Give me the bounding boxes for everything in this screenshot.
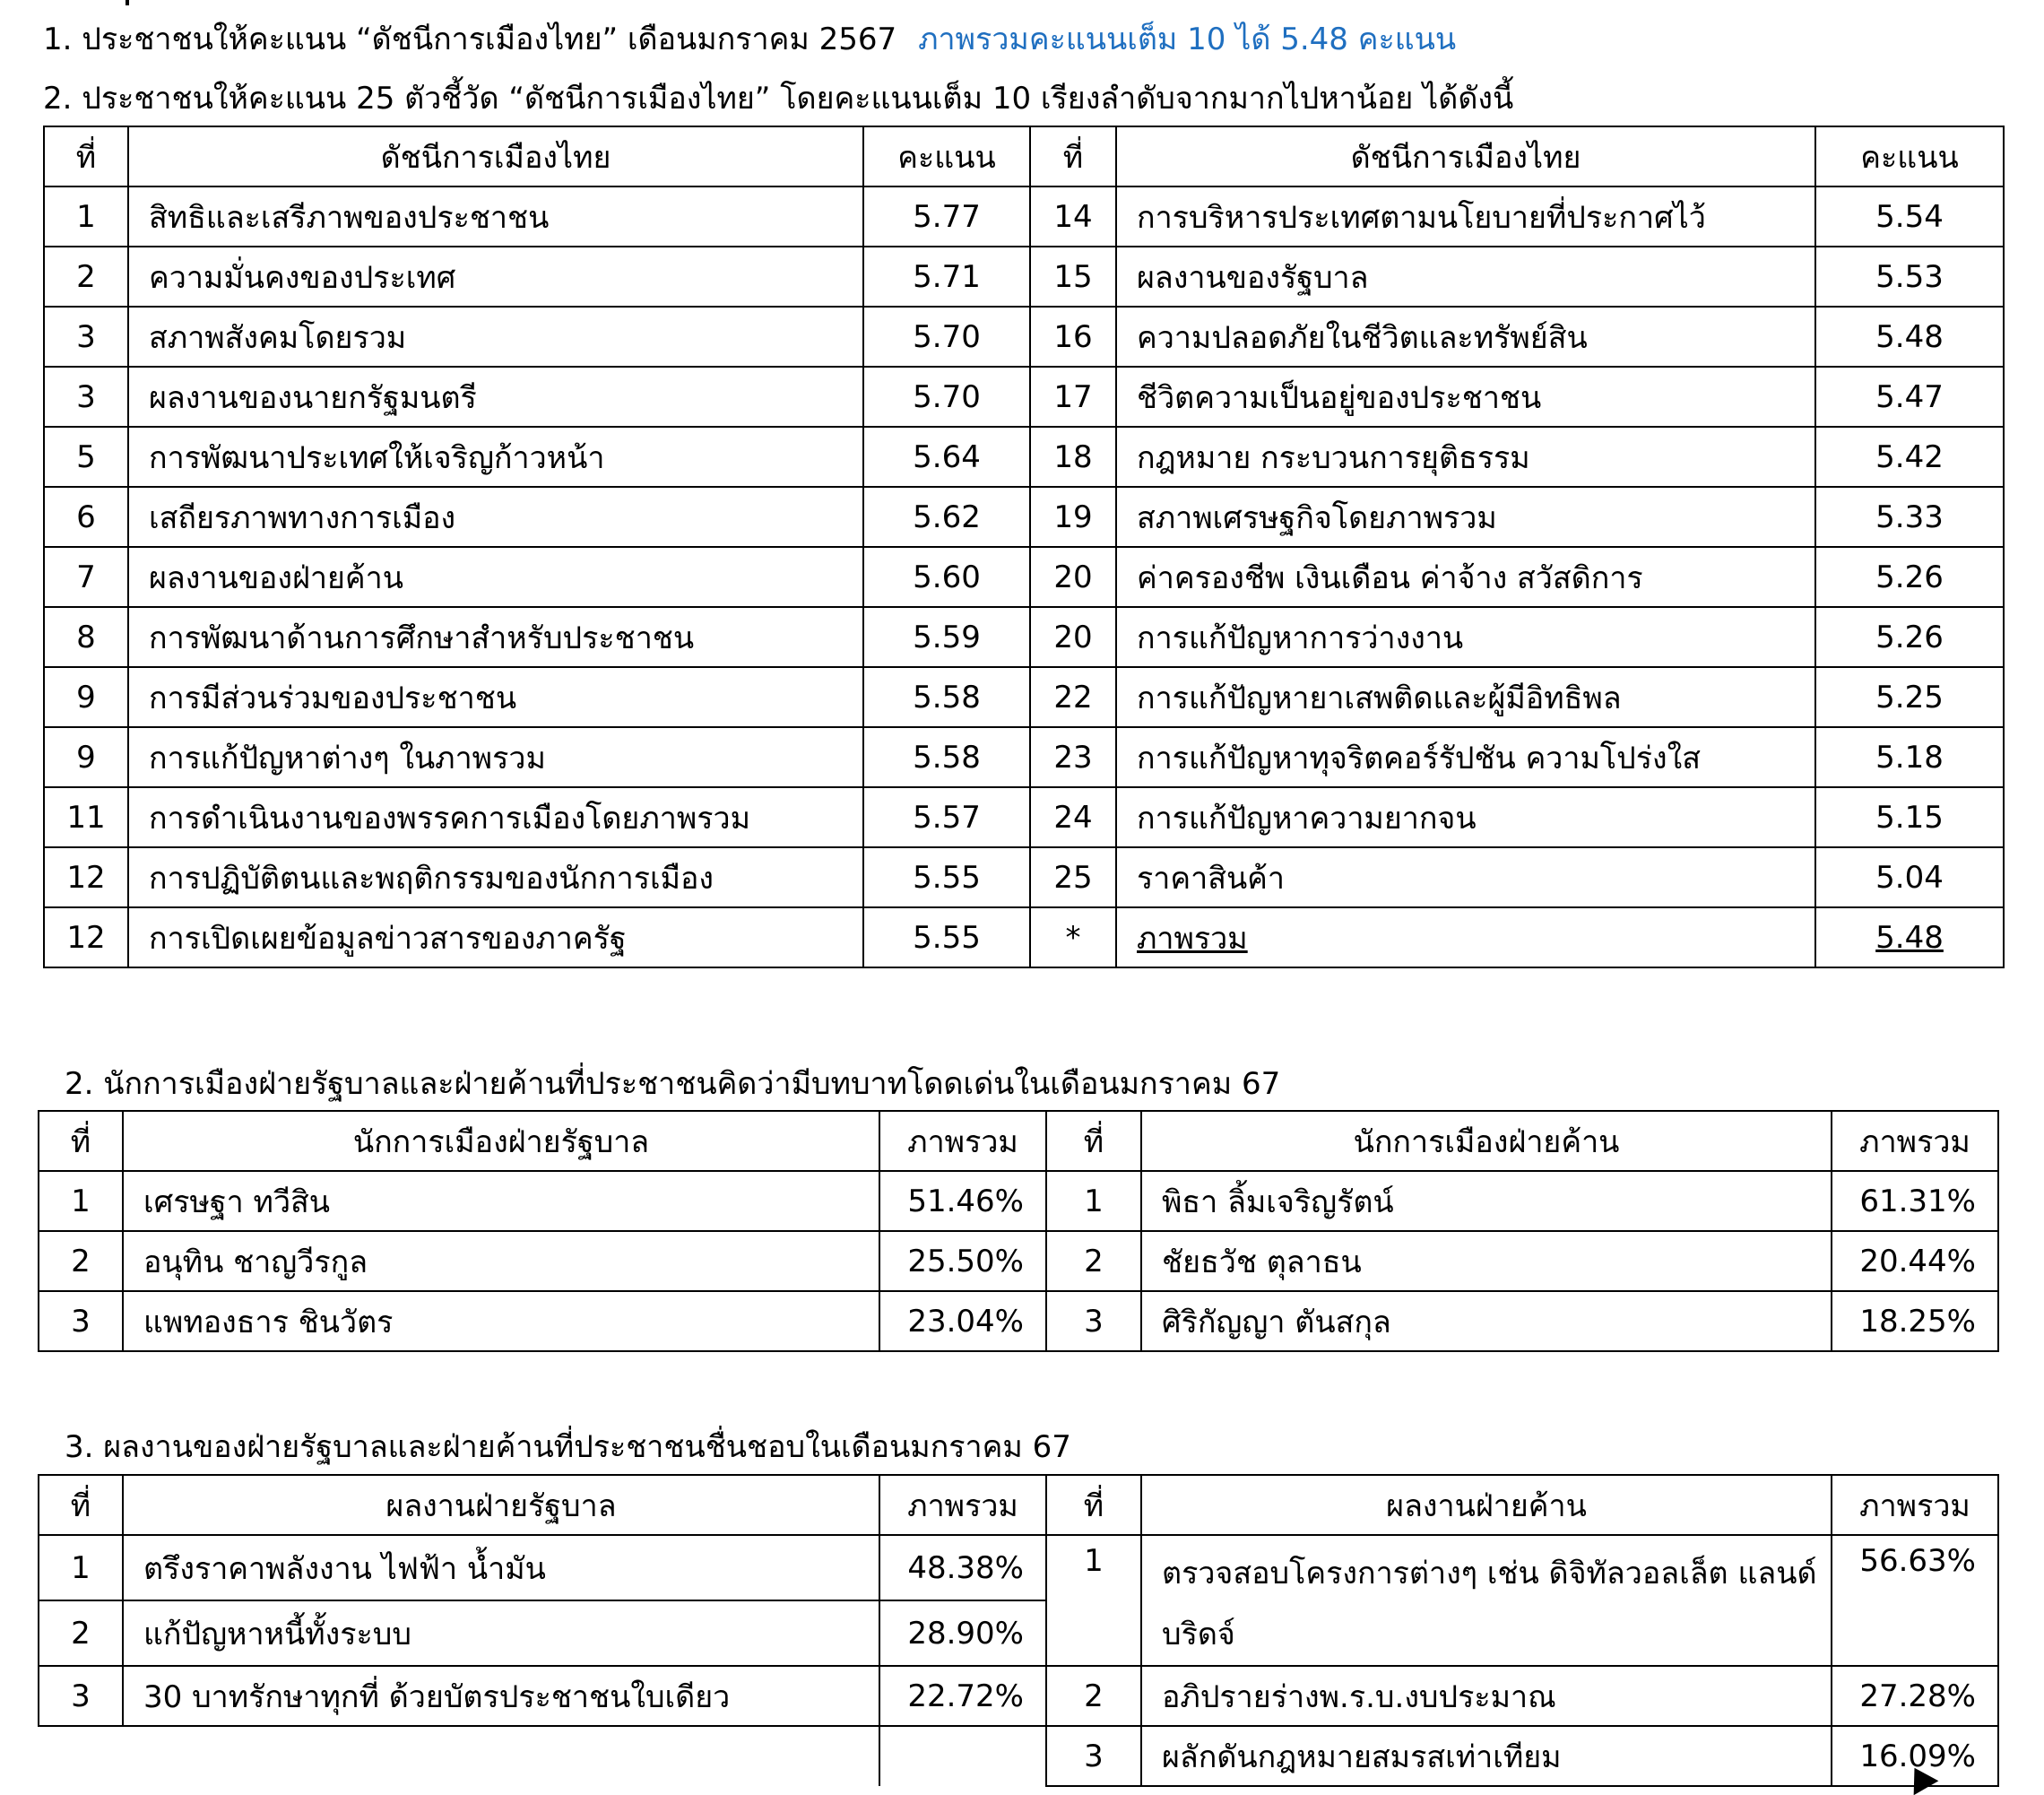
header-no-2: ที่ xyxy=(1030,126,1116,186)
score: 5.58 xyxy=(863,667,1030,727)
index-name: การแก้ปัญหาความยากจน xyxy=(1116,787,1815,847)
top-edge-mark xyxy=(126,0,129,5)
header-no: ที่ xyxy=(39,1475,123,1535)
header-opp-politician: นักการเมืองฝ่ายค้าน xyxy=(1141,1111,1832,1171)
opp-no: 1 xyxy=(1046,1535,1141,1666)
gov-performance: 30 บาทรักษาทุกที่ ด้วยบัตรประชาชนใบเดียว xyxy=(123,1666,879,1726)
rank: * xyxy=(1030,907,1116,967)
index-name: สภาพสังคมโดยรวม xyxy=(128,307,863,367)
score: 5.57 xyxy=(863,787,1030,847)
table-row xyxy=(39,1171,1998,1231)
rank: 22 xyxy=(1030,667,1116,727)
header-no-2: ที่ xyxy=(1046,1475,1141,1535)
header-score-2: คะแนน xyxy=(1815,126,2004,186)
gov-politician: อนุทิน ชาญวีรกูล xyxy=(123,1231,879,1291)
gov-pct: 51.46% xyxy=(879,1171,1046,1231)
gov-politician: เศรษฐา ทวีสิน xyxy=(123,1171,879,1231)
opp-pct: 16.09% xyxy=(1832,1726,1998,1786)
opp-pct: 18.25% xyxy=(1832,1291,1998,1351)
header-overall: ภาพรวม xyxy=(879,1475,1046,1535)
rank: 24 xyxy=(1030,787,1116,847)
table-row xyxy=(39,1535,1998,1600)
table-row xyxy=(39,1726,1998,1786)
header-no: ที่ xyxy=(44,126,128,186)
gov-pct: 28.90% xyxy=(879,1600,1046,1666)
table-row xyxy=(44,727,2004,787)
score: 5.47 xyxy=(1815,367,2004,427)
summary-text: 1. ประชาชนให้คะแนน “ดัชนีการเมืองไทย” เดือนมกราคม 2567 xyxy=(43,22,897,57)
rank: 2 xyxy=(1046,1231,1141,1291)
summary-line xyxy=(43,18,1456,61)
table-row xyxy=(44,607,2004,667)
opp-pct: 61.31% xyxy=(1832,1171,1998,1231)
table-row xyxy=(44,247,2004,307)
index-table-header xyxy=(44,126,2004,186)
opp-pct: 20.44% xyxy=(1832,1231,1998,1291)
table-row xyxy=(39,1231,1998,1291)
index-name: ชีวิตความเป็นอยู่ของประชาชน xyxy=(1116,367,1815,427)
index-name: การดำเนินงานของพรรคการเมืองโดยภาพรวม xyxy=(128,787,863,847)
rank: 8 xyxy=(44,607,128,667)
rank: 11 xyxy=(44,787,128,847)
score: 5.60 xyxy=(863,547,1030,607)
table-row xyxy=(44,367,2004,427)
rank: 9 xyxy=(44,727,128,787)
rank: 2 xyxy=(39,1231,123,1291)
rank: 3 xyxy=(1046,1291,1141,1351)
politicians-title: 2. นักการเมืองฝ่ายรัฐบาลและฝ่ายค้านที่ประชาชนคิดว่ามีบทบาทโดดเด่นในเดือนมกราคม 67 xyxy=(65,1066,1281,1102)
header-score: คะแนน xyxy=(863,126,1030,186)
rank: 3 xyxy=(44,307,128,367)
opp-pct: 27.28% xyxy=(1832,1666,1998,1726)
gov-politician: แพทองธาร ชินวัตร xyxy=(123,1291,879,1351)
gov-performance: ตรึงราคาพลังงาน ไฟฟ้า น้ำมัน xyxy=(123,1535,879,1600)
table-row xyxy=(44,487,2004,547)
opp-no: 3 xyxy=(1046,1726,1141,1786)
index-name: ค่าครองชีพ เงินเดือน ค่าจ้าง สวัสดิการ xyxy=(1116,547,1815,607)
index-name: การแก้ปัญหาทุจริตคอร์รัปชัน ความโปร่งใส xyxy=(1116,727,1815,787)
table-row xyxy=(44,787,2004,847)
rank: 3 xyxy=(44,367,128,427)
performance-table xyxy=(38,1474,1999,1787)
opp-performance: ตรวจสอบโครงการต่างๆ เช่น ดิจิทัลวอลเล็ต แลนด์บริดจ์ xyxy=(1141,1535,1832,1666)
index-name: การเปิดเผยข้อมูลข่าวสารของภาครัฐ xyxy=(128,907,863,967)
performance-title: 3. ผลงานของฝ่ายรัฐบาลและฝ่ายค้านที่ประชาชนชื่นชอบในเดือนมกราคม 67 xyxy=(65,1429,1071,1465)
score: 5.58 xyxy=(863,727,1030,787)
index-name: ความปลอดภัยในชีวิตและทรัพย์สิน xyxy=(1116,307,1815,367)
opp-politician: พิธา ลิ้มเจริญรัตน์ xyxy=(1141,1171,1832,1231)
gov-no: 3 xyxy=(39,1666,123,1726)
score: 5.53 xyxy=(1815,247,2004,307)
header-no-2: ที่ xyxy=(1046,1111,1141,1171)
header-index-2: ดัชนีการเมืองไทย xyxy=(1116,126,1815,186)
score: 5.25 xyxy=(1815,667,2004,727)
table-row xyxy=(44,427,2004,487)
header-overall-2: ภาพรวม xyxy=(1832,1111,1998,1171)
performance-table-header xyxy=(39,1475,1998,1535)
score: 5.26 xyxy=(1815,547,2004,607)
score: 5.42 xyxy=(1815,427,2004,487)
gov-pct: 22.72% xyxy=(879,1666,1046,1726)
opp-pct: 56.63% xyxy=(1832,1535,1998,1666)
index-name: ผลงานของฝ่ายค้าน xyxy=(128,547,863,607)
rank: 16 xyxy=(1030,307,1116,367)
rank: 5 xyxy=(44,427,128,487)
opp-politician: ศิริกัญญา ตันสกุล xyxy=(1141,1291,1832,1351)
score: 5.54 xyxy=(1815,186,2004,247)
header-index: ดัชนีการเมืองไทย xyxy=(128,126,863,186)
table-row xyxy=(39,1291,1998,1351)
opp-performance: อภิปรายร่างพ.ร.บ.งบประมาณ xyxy=(1141,1666,1832,1726)
opp-politician: ชัยธวัช ตุลาธน xyxy=(1141,1231,1832,1291)
table-row xyxy=(44,907,2004,967)
score: 5.77 xyxy=(863,186,1030,247)
index-name: ภาพรวม xyxy=(1116,907,1815,967)
table-row xyxy=(39,1666,1998,1726)
rank: 23 xyxy=(1030,727,1116,787)
rank: 18 xyxy=(1030,427,1116,487)
empty-cell xyxy=(879,1726,1046,1786)
rank: 19 xyxy=(1030,487,1116,547)
rank: 2 xyxy=(44,247,128,307)
rank: 1 xyxy=(1046,1171,1141,1231)
score: 5.64 xyxy=(863,427,1030,487)
score: 5.33 xyxy=(1815,487,2004,547)
index-table xyxy=(43,126,2005,968)
gov-no: 1 xyxy=(39,1535,123,1600)
index-name: ผลงานของนายกรัฐมนตรี xyxy=(128,367,863,427)
index-name: การแก้ปัญหาต่างๆ ในภาพรวม xyxy=(128,727,863,787)
indicators-intro: 2. ประชาชนให้คะแนน 25 ตัวชี้วัด “ดัชนีการเมืองไทย” โดยคะแนนเต็ม 10 เรียงลำดับจากมากไปหาน้อย ได้ดังนี้ xyxy=(43,81,1514,117)
index-name: การปฏิบัติตนและพฤติกรรมของนักการเมือง xyxy=(128,847,863,907)
score: 5.71 xyxy=(863,247,1030,307)
index-name: เสถียรภาพทางการเมือง xyxy=(128,487,863,547)
score: 5.70 xyxy=(863,367,1030,427)
score: 5.26 xyxy=(1815,607,2004,667)
score: 5.15 xyxy=(1815,787,2004,847)
rank: 14 xyxy=(1030,186,1116,247)
score: 5.55 xyxy=(863,907,1030,967)
table-row xyxy=(44,547,2004,607)
score: 5.48 xyxy=(1815,907,2004,967)
score: 5.04 xyxy=(1815,847,2004,907)
rank: 1 xyxy=(39,1171,123,1231)
index-name: การพัฒนาด้านการศึกษาสำหรับประชาชน xyxy=(128,607,863,667)
opp-no: 2 xyxy=(1046,1666,1141,1726)
politicians-table-header xyxy=(39,1111,1998,1171)
index-name: การแก้ปัญหายาเสพติดและผู้มีอิทธิพล xyxy=(1116,667,1815,727)
rank: 20 xyxy=(1030,547,1116,607)
header-gov-politician: นักการเมืองฝ่ายรัฐบาล xyxy=(123,1111,879,1171)
gov-pct: 48.38% xyxy=(879,1535,1046,1600)
rank: 12 xyxy=(44,907,128,967)
gov-performance: แก้ปัญหาหนี้ทั้งระบบ xyxy=(123,1600,879,1666)
index-name: กฎหมาย กระบวนการยุติธรรม xyxy=(1116,427,1815,487)
empty-cell xyxy=(123,1726,879,1786)
score: 5.59 xyxy=(863,607,1030,667)
index-name: สิทธิและเสรีภาพของประชาชน xyxy=(128,186,863,247)
table-row xyxy=(44,847,2004,907)
score: 5.55 xyxy=(863,847,1030,907)
rank: 17 xyxy=(1030,367,1116,427)
index-name: การพัฒนาประเทศให้เจริญก้าวหน้า xyxy=(128,427,863,487)
index-name: การมีส่วนร่วมของประชาชน xyxy=(128,667,863,727)
rank: 7 xyxy=(44,547,128,607)
index-name: ราคาสินค้า xyxy=(1116,847,1815,907)
opp-performance: ผลักดันกฎหมายสมรสเท่าเทียม xyxy=(1141,1726,1832,1786)
score: 5.48 xyxy=(1815,307,2004,367)
rank: 25 xyxy=(1030,847,1116,907)
header-overall: ภาพรวม xyxy=(879,1111,1046,1171)
index-name: การแก้ปัญหาการว่างงาน xyxy=(1116,607,1815,667)
rank: 12 xyxy=(44,847,128,907)
score: 5.70 xyxy=(863,307,1030,367)
empty-cell xyxy=(39,1726,123,1786)
rank: 6 xyxy=(44,487,128,547)
table-row xyxy=(44,186,2004,247)
score: 5.62 xyxy=(863,487,1030,547)
index-name: การบริหารประเทศตามนโยบายที่ประกาศไว้ xyxy=(1116,186,1815,247)
summary-highlight: ภาพรวมคะแนนเต็ม 10 ได้ 5.48 คะแนน xyxy=(918,22,1457,57)
rank: 9 xyxy=(44,667,128,727)
header-overall-2: ภาพรวม xyxy=(1832,1475,1998,1535)
gov-no: 2 xyxy=(39,1600,123,1666)
index-name: สภาพเศรษฐกิจโดยภาพรวม xyxy=(1116,487,1815,547)
table-row xyxy=(44,307,2004,367)
gov-pct: 23.04% xyxy=(879,1291,1046,1351)
header-gov-performance: ผลงานฝ่ายรัฐบาล xyxy=(123,1475,879,1535)
index-name: ผลงานของรัฐบาล xyxy=(1116,247,1815,307)
rank: 20 xyxy=(1030,607,1116,667)
politicians-table xyxy=(38,1110,1999,1352)
header-no: ที่ xyxy=(39,1111,123,1171)
rank: 15 xyxy=(1030,247,1116,307)
score: 5.18 xyxy=(1815,727,2004,787)
table-row xyxy=(44,667,2004,727)
rank: 3 xyxy=(39,1291,123,1351)
rank: 1 xyxy=(44,186,128,247)
index-name: ความมั่นคงของประเทศ xyxy=(128,247,863,307)
gov-pct: 25.50% xyxy=(879,1231,1046,1291)
header-opp-performance: ผลงานฝ่ายค้าน xyxy=(1141,1475,1832,1535)
